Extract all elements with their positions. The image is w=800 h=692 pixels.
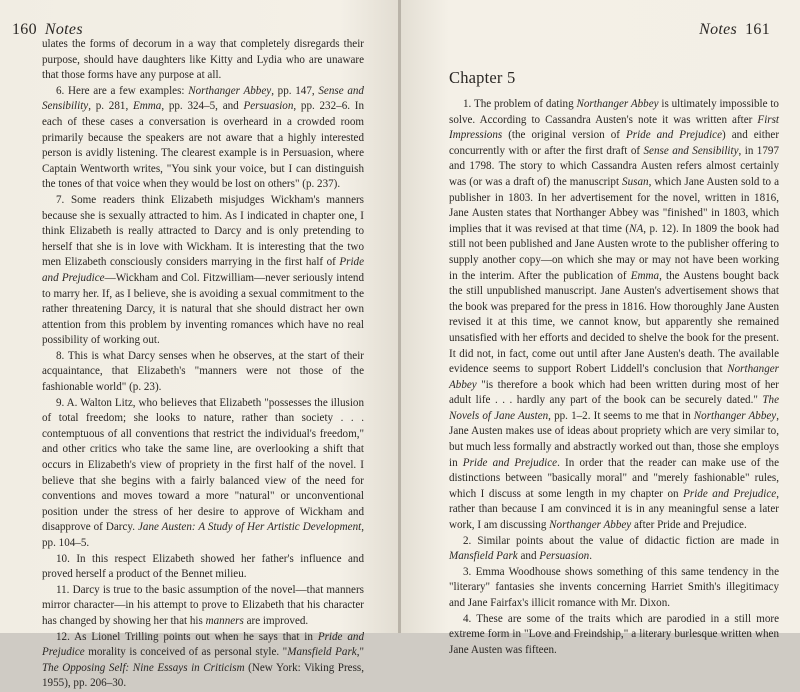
chapter-heading: Chapter 5 bbox=[449, 68, 516, 87]
running-head-title: Notes bbox=[699, 21, 738, 38]
note-1: 1. The problem of dating Northanger Abbey is ultimately impossible to solve. According to Cassandra Austen's note it was written after First Impressions (the original version of Pride and Prejudice) and either concurrently with or after the first draft of Sense and Sensibility, in 1797 and 1798. The story to which Cassandra Austen refers almost certainly was (or was a draft of) the manuscript Susan, which Jane Austen sold to a publisher in 1803. In her advertisement for the novel, written in 1816, Jane Austen states that Northanger Abbey was "finished" in 1803, which implies that it was revised at that time (NA, p. 12). In 1809 the book had still not been published and Jane Austen wrote to the publisher offering to supply another copy—on which she may or may not have been working in the interim. After the publication of Emma, the Austens bought back the still unpublished manuscript. Jane Austen's advertisement shows that the book was prepared for the press in 1816. How thoroughly Jane Austen revised it at this time, we cannot know, but apparently she remained unsatisfied with her efforts and decided to shelve the book for the present. It did not, in fact, come out until after Jane Austen's death. The available evidence seems to support Robert Liddell's conclusion that Northanger Abbey "is therefore a book which had been written during most of her adult life . . . hardly any part of the book can be securely dated." The Novels of Jane Austen, pp. 1–2. It seems to me that in Northanger Abbey, Jane Austen makes use of ideas about propriety which are very similar to, but much less formally and abstractly worked out than, those she employs in Pride and Prejudice. In order that the reader can make use of the distinctions between "basically moral" and "merely fashionable" rules, which I discuss at some length in my chapter on Pride and Prejudice, rather than because I am convinced it is in any meaningful sense a later work, I am discussing Northanger Abbey after Pride and Prejudice. bbox=[449, 98, 780, 532]
note-10: 10. In this respect Elizabeth showed her father's influence and proved herself a product of the Bennet milieu. bbox=[42, 552, 364, 581]
right-notes-text bbox=[449, 97, 779, 658]
note-12: 12. As Lionel Trilling points out when he says that in Pride and Prejudice morality is conceived of as personal style. "Mansfield Park," The Opposing Self: Nine Essays in Criticism (New York: Viking Press, 1955), pp. 206–30. bbox=[42, 630, 364, 690]
note-11: 11. Darcy is true to the basic assumption of the novel—that manners mirror character—in his attempt to prove to Elizabeth that his character has changed by showing her that his manners are improved. bbox=[42, 583, 364, 627]
right-running-head bbox=[699, 21, 778, 39]
right-page bbox=[401, 0, 800, 656]
note-7: 7. Some readers think Elizabeth misjudges Wickham's manners because she is sexually attracted to him. As I indicated in chapter one, I think Elizabeth is really attracted to Darcy and is only pretending to herself that she is in love with Wickham. It is interesting that the two men Elizabeth consciously considers marrying in the first half of Pride and Prejudice—Wickham and Col. Fitzwilliam—never seriously intend to marry her. If, as I believe, she is avoiding a sexual commitment to the rather threatening Darcy, it is natural that she should distract her own attention from this problem by inventing romances which have no real possibility of working out. bbox=[42, 193, 364, 347]
note-continuation: ulates the forms of decorum in a way that completely disregards their purpose, should have daughters like Kitty and Lydia who are unaware that those forms have any purpose at all. bbox=[42, 38, 364, 82]
page-number: 160 bbox=[12, 21, 37, 38]
left-notes-text bbox=[42, 37, 364, 692]
note-4: 4. These are some of the traits which are parodied in a still more extreme form in "Love and Freindship," a literary burlesque written when Jane Austen was fifteen. bbox=[449, 612, 779, 656]
note-9: 9. A. Walton Litz, who believes that Elizabeth "possesses the illusion of total freedom; she looks to nature, rather than society . . . contemptuous of all conventions that restrict the individual's freedom," and other critics who take the same line, are overlooking a shift that occurs in Elizabeth's view of propriety in the first half of the novel. I believe that she begins with a fairly balanced view of the need for conventions and moves toward a more "natural" or unconventional position under the stress of her desire to approve of Wickham and disapprove of Darcy. Jane Austen: A Study of Her Artistic Development, pp. 104–5. bbox=[42, 396, 364, 549]
note-6: 6. Here are a few examples: Northanger Abbey, pp. 147, Sense and Sensibility, p. 281, Emma, pp. 324–5, and Persuasion, pp. 232–6. In each of these cases a conversation is overheard in a crowded room primarily because the speakers are not aware that a highly interested person is avidly listening. The clearest example is in Persuasion, where Captain Wentworth writes, "You sink your voice, but I can distinguish the tones of that voice when they would be lost on others" (p. 237). bbox=[42, 84, 364, 191]
note-2: 2. Similar points about the value of didactic fiction are made in Mansfield Park and Persuasion. bbox=[449, 534, 779, 563]
note-3: 3. Emma Woodhouse shows something of this same tendency in the "literary" fantasies she invents concerning Harriet Smith's illegitimacy and Jane Fairfax's illicit romance with Mr. Dixon. bbox=[449, 565, 779, 609]
note-8: 8. This is what Darcy senses when he observes, at the start of their acquaintance, that Elizabeth's "manners were not those of the fashionable world" (p. 23). bbox=[42, 349, 364, 394]
left-page bbox=[0, 0, 399, 690]
page-number: 161 bbox=[745, 21, 770, 38]
running-head-title: Notes bbox=[44, 21, 83, 38]
